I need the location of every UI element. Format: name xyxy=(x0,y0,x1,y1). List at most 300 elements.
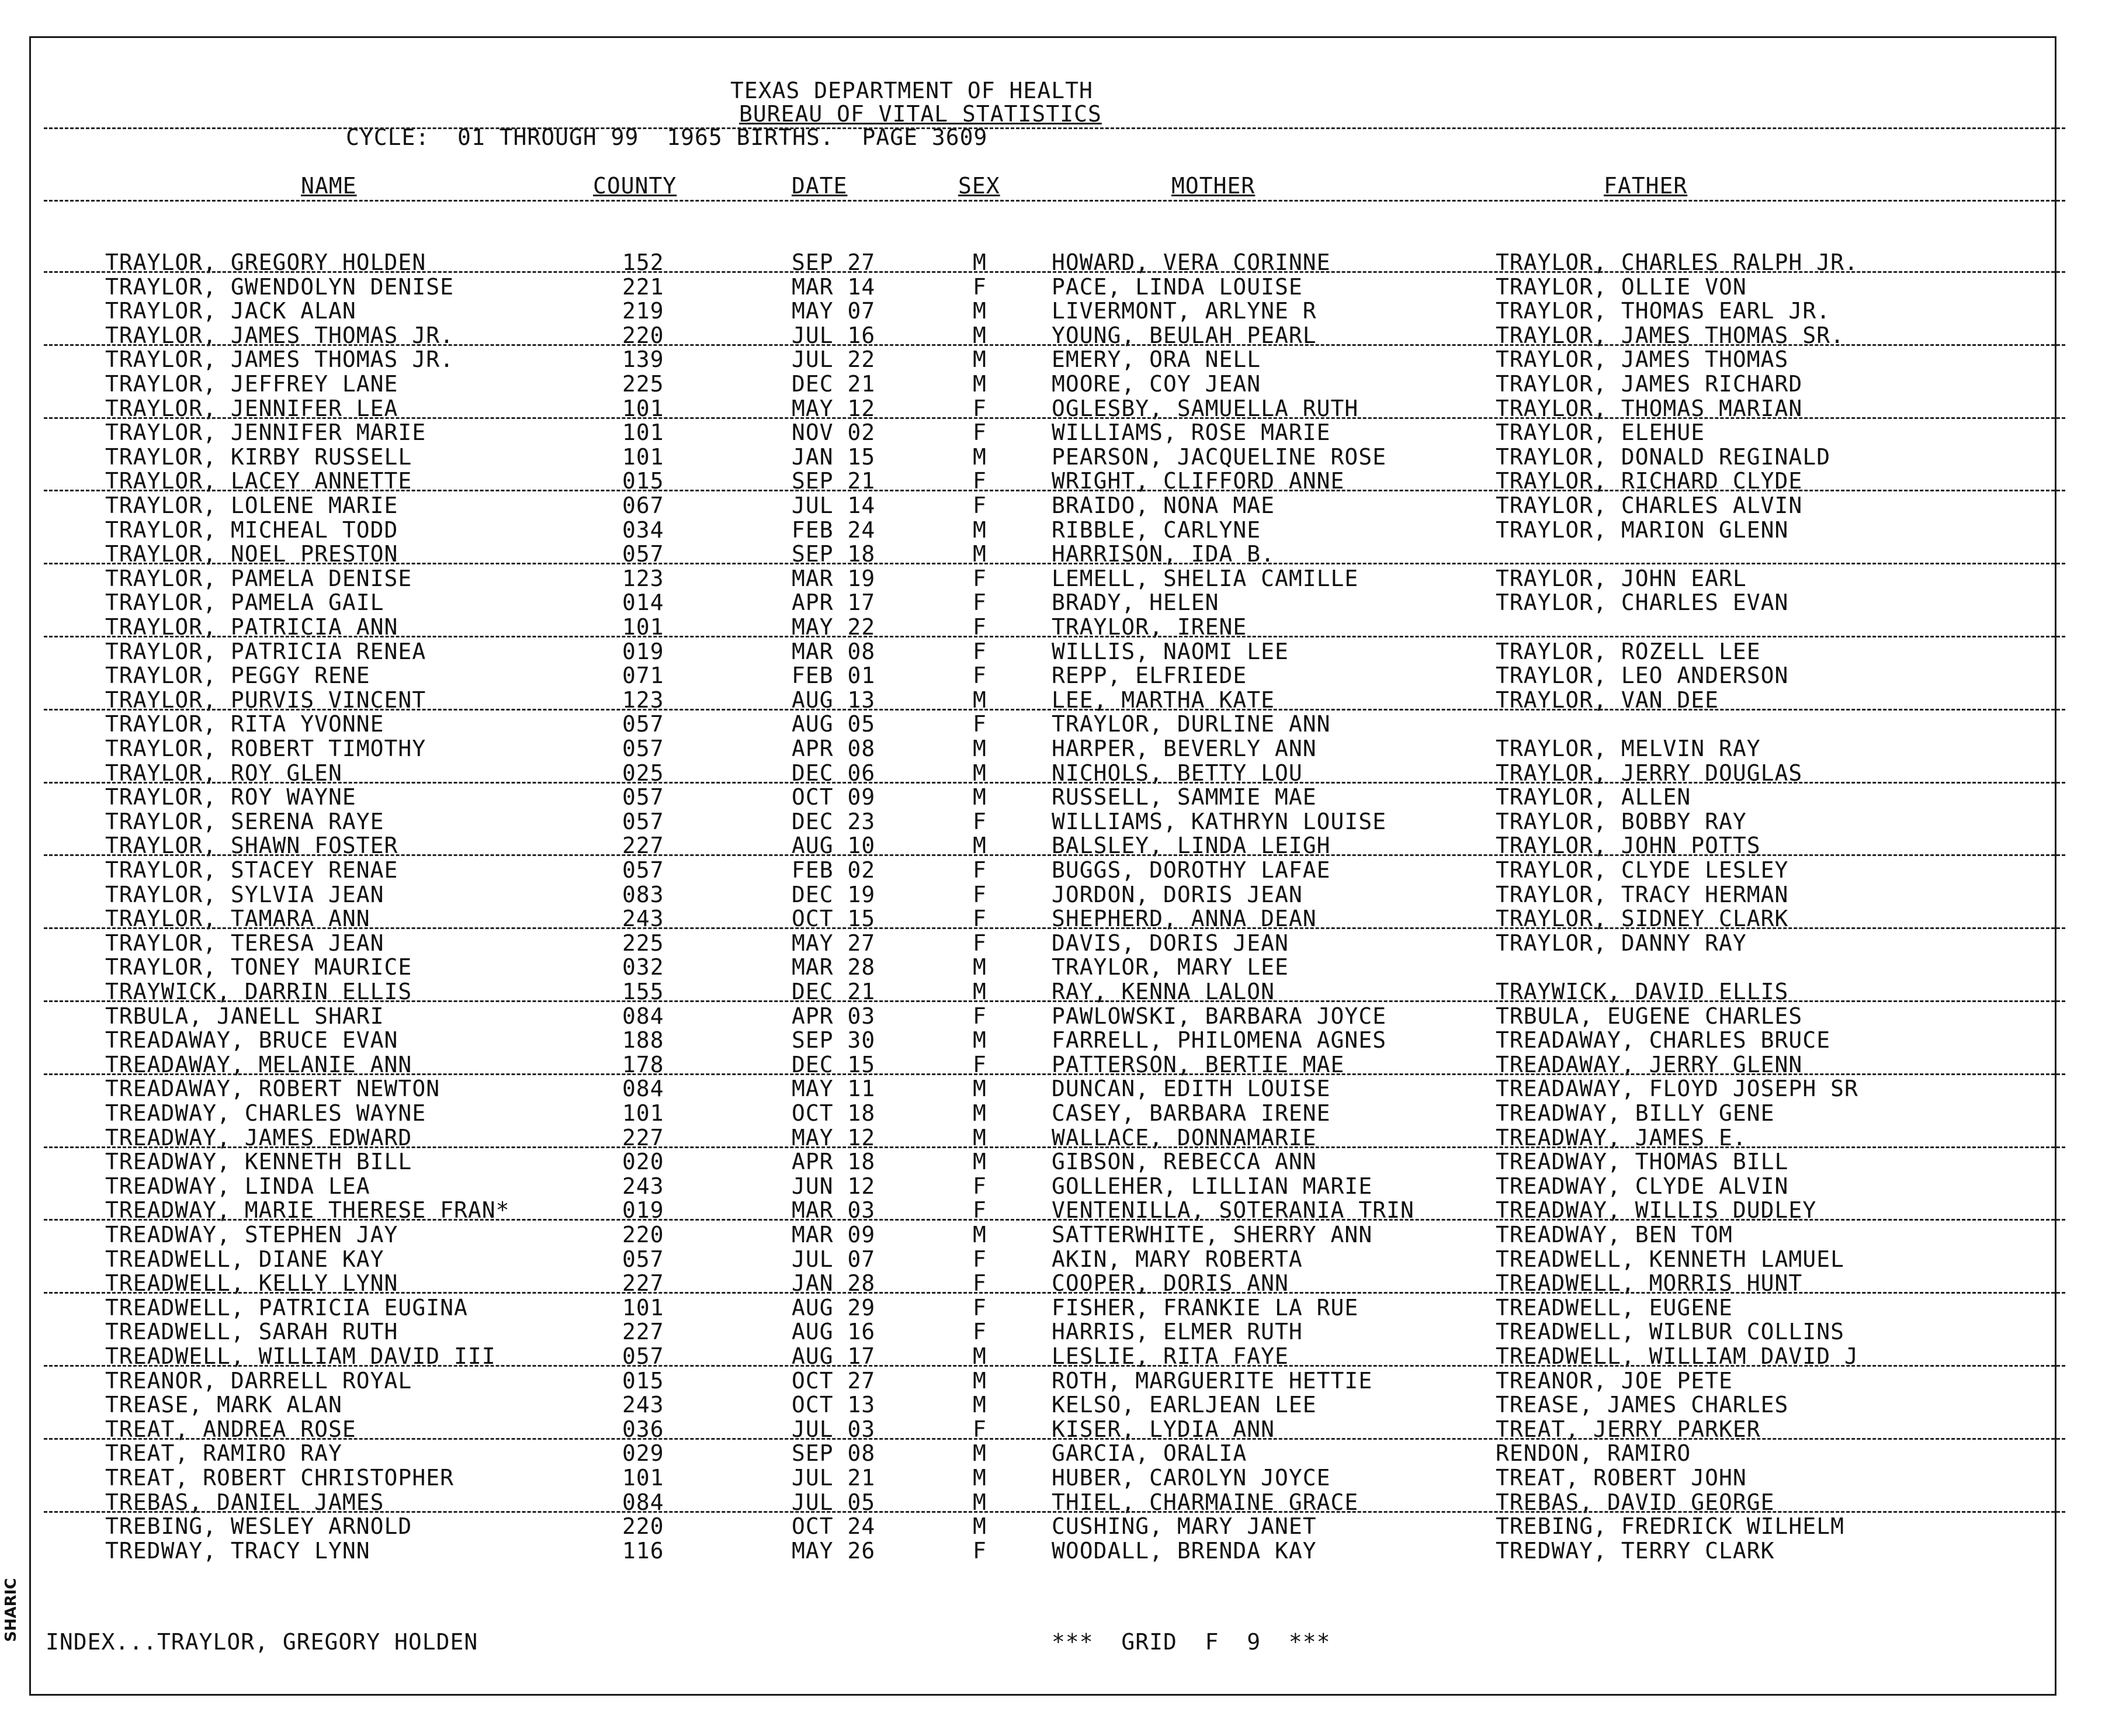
cell-father: TREADWELL, WILLIAM DAVID J xyxy=(1496,1343,1858,1369)
cell-father: TRAYLOR, DANNY RAY xyxy=(1496,930,1747,956)
cell-father: TREADAWAY, FLOYD JOSEPH SR xyxy=(1496,1076,1858,1102)
cell-date: OCT 18 xyxy=(792,1100,876,1126)
cell-mother: MOORE, COY JEAN xyxy=(1052,371,1261,397)
cell-sex: M xyxy=(973,784,987,810)
cell-date: APR 03 xyxy=(792,1003,876,1029)
cell-county: 101 xyxy=(622,420,664,446)
cell-county: 123 xyxy=(622,565,664,591)
table-row xyxy=(0,712,2103,736)
cell-father: TREADWAY, WILLIS DUDLEY xyxy=(1496,1197,1817,1224)
cell-county: 057 xyxy=(622,711,664,737)
cell-mother: AKIN, MARY ROBERTA xyxy=(1052,1246,1303,1272)
dashed-rule xyxy=(44,1219,2065,1221)
cell-name: TRAYLOR, PAMELA DENISE xyxy=(105,565,412,591)
cell-sex: F xyxy=(973,930,987,956)
cell-date: JAN 28 xyxy=(792,1270,876,1297)
cell-name: TRAYLOR, RITA YVONNE xyxy=(105,711,384,737)
cell-father: TRAYLOR, SIDNEY CLARK xyxy=(1496,906,1789,932)
cell-date: OCT 09 xyxy=(792,784,876,810)
cell-date: MAY 11 xyxy=(792,1076,876,1102)
cell-mother: BUGGS, DOROTHY LAFAE xyxy=(1052,857,1331,883)
cell-mother: DUNCAN, EDITH LOUISE xyxy=(1052,1076,1331,1102)
dashed-rule xyxy=(44,927,2065,929)
cell-name: TREAT, ANDREA ROSE xyxy=(105,1416,356,1442)
cell-name: TRAYLOR, PURVIS VINCENT xyxy=(105,687,426,713)
cell-father: TREBING, FREDRICK WILHELM xyxy=(1496,1513,1844,1540)
cell-county: 243 xyxy=(622,1173,664,1199)
cell-sex: M xyxy=(973,541,987,567)
cell-father: TREANOR, JOE PETE xyxy=(1496,1367,1733,1394)
cell-name: TRAYLOR, TAMARA ANN xyxy=(105,906,370,932)
cell-mother: ROTH, MARGUERITE HETTIE xyxy=(1052,1367,1373,1394)
cell-name: TRAYLOR, PAMELA GAIL xyxy=(105,590,384,616)
dashed-rule xyxy=(44,1073,2065,1075)
cell-sex: F xyxy=(973,1003,987,1029)
cell-sex: M xyxy=(973,1027,987,1054)
dashed-rule xyxy=(44,1511,2065,1513)
cell-date: SEP 27 xyxy=(792,250,876,275)
cell-sex: M xyxy=(973,687,987,713)
cell-date: SEP 18 xyxy=(792,541,876,567)
table-row xyxy=(0,275,2103,299)
cell-name: TREADWELL, SARAH RUTH xyxy=(105,1319,398,1345)
cell-name: TREADWAY, JAMES EDWARD xyxy=(105,1124,412,1151)
cell-father: TRAYLOR, RICHARD CLYDE xyxy=(1496,468,1803,494)
cell-sex: M xyxy=(973,760,987,786)
cell-sex: F xyxy=(973,1416,987,1442)
dashed-rule xyxy=(44,1292,2065,1294)
cell-date: AUG 13 xyxy=(792,687,876,713)
dashed-rule xyxy=(44,854,2065,856)
cell-county: 221 xyxy=(622,273,664,300)
cell-father: TRAYLOR, JOHN POTTS xyxy=(1496,833,1761,859)
dashed-rule xyxy=(44,200,2065,202)
cell-mother: TRAYLOR, IRENE xyxy=(1052,614,1247,640)
cell-county: 220 xyxy=(622,1222,664,1248)
cycle-line: CYCLE: 01 THROUGH 99 1965 BIRTHS. PAGE 3609 xyxy=(346,124,988,150)
cell-name: TRAYLOR, SYLVIA JEAN xyxy=(105,881,384,907)
cell-mother: SATTERWHITE, SHERRY ANN xyxy=(1052,1222,1373,1248)
cell-county: 243 xyxy=(622,906,664,932)
table-row xyxy=(0,1514,2103,1539)
cell-mother: BRAIDO, NONA MAE xyxy=(1052,493,1275,518)
cell-name: TREADWAY, CHARLES WAYNE xyxy=(105,1100,426,1126)
cell-date: MAY 26 xyxy=(792,1537,876,1564)
cell-mother: REPP, ELFRIEDE xyxy=(1052,663,1247,689)
column-header-father: FATHER xyxy=(1604,173,1688,199)
cell-county: 225 xyxy=(622,930,664,956)
column-header-county: COUNTY xyxy=(593,173,677,199)
cell-father: TRAYLOR, THOMAS MARIAN xyxy=(1496,395,1803,421)
table-row xyxy=(0,1441,2103,1465)
cell-sex: M xyxy=(973,517,987,543)
cell-county: 036 xyxy=(622,1416,664,1442)
cell-sex: F xyxy=(973,857,987,883)
cell-date: OCT 15 xyxy=(792,906,876,932)
table-row xyxy=(0,955,2103,979)
cell-county: 057 xyxy=(622,736,664,761)
cell-name: TREADWELL, DIANE KAY xyxy=(105,1246,384,1272)
dashed-rule xyxy=(44,271,2065,273)
cell-mother: THIEL, CHARMAINE GRACE xyxy=(1052,1489,1359,1515)
cell-name: TRAYLOR, NOEL PRESTON xyxy=(105,541,398,567)
cell-father: TREADWELL, EUGENE xyxy=(1496,1294,1733,1321)
cell-name: TRAYLOR, PATRICIA RENEA xyxy=(105,638,426,664)
cell-mother: PAWLOWSKI, BARBARA JOYCE xyxy=(1052,1003,1387,1029)
index-footer: INDEX...TRAYLOR, GREGORY HOLDEN xyxy=(46,1629,478,1655)
column-header-name: NAME xyxy=(301,173,357,199)
table-row xyxy=(0,1295,2103,1320)
cell-sex: F xyxy=(973,638,987,664)
cell-date: AUG 16 xyxy=(792,1319,876,1345)
cell-sex: M xyxy=(973,250,987,275)
cell-county: 155 xyxy=(622,979,664,1004)
table-row xyxy=(0,1392,2103,1417)
cell-mother: WILLIAMS, ROSE MARIE xyxy=(1052,420,1331,446)
cell-father: TRAYLOR, BOBBY RAY xyxy=(1496,808,1747,834)
cell-sex: F xyxy=(973,711,987,737)
cell-name: TRAYLOR, JENNIFER MARIE xyxy=(105,420,426,446)
cell-county: 225 xyxy=(622,371,664,397)
cell-county: 067 xyxy=(622,493,664,518)
cell-sex: M xyxy=(973,1440,987,1467)
cell-county: 071 xyxy=(622,663,664,689)
cell-father: TRAYLOR, OLLIE VON xyxy=(1496,273,1747,300)
cell-county: 029 xyxy=(622,1440,664,1467)
table-row xyxy=(0,931,2103,955)
cell-father: TRAYLOR, MELVIN RAY xyxy=(1496,736,1761,761)
cell-name: TRAYLOR, ROBERT TIMOTHY xyxy=(105,736,426,761)
cell-date: DEC 21 xyxy=(792,979,876,1004)
table-row xyxy=(0,809,2103,834)
cell-name: TRAYLOR, MICHEAL TODD xyxy=(105,517,398,543)
cell-sex: F xyxy=(973,395,987,421)
cell-date: JUL 22 xyxy=(792,346,876,373)
cell-mother: RUSSELL, SAMMIE MAE xyxy=(1052,784,1317,810)
cell-county: 057 xyxy=(622,808,664,834)
cell-sex: F xyxy=(973,1294,987,1321)
cell-mother: PEARSON, JACQUELINE ROSE xyxy=(1052,443,1387,470)
cell-name: TRAYLOR, JEFFREY LANE xyxy=(105,371,398,397)
cell-father: TRAYWICK, DAVID ELLIS xyxy=(1496,979,1789,1004)
cell-name: TREADWELL, WILLIAM DAVID III xyxy=(105,1343,496,1369)
table-row xyxy=(0,420,2103,445)
side-stamp-label: SHARIC xyxy=(2,1578,20,1642)
cell-mother: EMERY, ORA NELL xyxy=(1052,346,1261,373)
cell-county: 188 xyxy=(622,1027,664,1054)
cell-date: MAY 22 xyxy=(792,614,876,640)
cell-sex: F xyxy=(973,808,987,834)
cell-father: TREADWAY, JAMES E. xyxy=(1496,1124,1747,1151)
cell-father: TREBAS, DAVID GEORGE xyxy=(1496,1489,1775,1515)
cell-date: MAR 09 xyxy=(792,1222,876,1248)
cell-date: MAR 08 xyxy=(792,638,876,664)
cell-county: 057 xyxy=(622,784,664,810)
cell-county: 057 xyxy=(622,541,664,567)
dashed-rule xyxy=(44,127,2065,129)
table-row xyxy=(0,882,2103,907)
cell-date: JUL 14 xyxy=(792,493,876,518)
cell-name: TRAYLOR, PEGGY RENE xyxy=(105,663,370,689)
cell-mother: TRAYLOR, DURLINE ANN xyxy=(1052,711,1331,737)
cell-date: JUL 21 xyxy=(792,1465,876,1491)
table-row xyxy=(0,1174,2103,1198)
cell-date: MAR 14 xyxy=(792,273,876,300)
cell-date: SEP 08 xyxy=(792,1440,876,1467)
cell-mother: COOPER, DORIS ANN xyxy=(1052,1270,1289,1297)
cell-name: TRAYWICK, DARRIN ELLIS xyxy=(105,979,412,1004)
cell-name: TREAT, RAMIRO RAY xyxy=(105,1440,342,1467)
cell-mother: HOWARD, VERA CORINNE xyxy=(1052,250,1331,275)
cell-father: TRAYLOR, CLYDE LESLEY xyxy=(1496,857,1789,883)
cell-father: TRAYLOR, LEO ANDERSON xyxy=(1496,663,1789,689)
dashed-rule xyxy=(44,1000,2065,1002)
table-row xyxy=(0,858,2103,882)
cell-date: AUG 17 xyxy=(792,1343,876,1369)
cell-name: TREADWAY, KENNETH BILL xyxy=(105,1149,412,1175)
cell-county: 101 xyxy=(622,443,664,470)
cell-sex: F xyxy=(973,590,987,616)
cell-date: MAY 12 xyxy=(792,1124,876,1151)
cell-county: 101 xyxy=(622,1100,664,1126)
cell-name: TREAT, ROBERT CHRISTOPHER xyxy=(105,1465,454,1491)
cell-name: TRAYLOR, GWENDOLYN DENISE xyxy=(105,273,454,300)
cell-county: 034 xyxy=(622,517,664,543)
cell-father: TREADWAY, BILLY GENE xyxy=(1496,1100,1775,1126)
cell-county: 152 xyxy=(622,250,664,275)
cell-father: TRAYLOR, ALLEN xyxy=(1496,784,1691,810)
table-row xyxy=(0,299,2103,323)
cell-county: 057 xyxy=(622,857,664,883)
cell-date: APR 17 xyxy=(792,590,876,616)
cell-mother: LIVERMONT, ARLYNE R xyxy=(1052,298,1317,324)
cell-mother: KISER, LYDIA ANN xyxy=(1052,1416,1275,1442)
dashed-rule xyxy=(44,636,2065,637)
cell-mother: BALSLEY, LINDA LEIGH xyxy=(1052,833,1331,859)
cell-county: 219 xyxy=(622,298,664,324)
cell-county: 019 xyxy=(622,638,664,664)
cell-father: TREADAWAY, CHARLES BRUCE xyxy=(1496,1027,1831,1054)
table-row xyxy=(0,347,2103,372)
cell-date: APR 08 xyxy=(792,736,876,761)
table-row xyxy=(0,1247,2103,1271)
cell-name: TREDWAY, TRACY LYNN xyxy=(105,1537,370,1564)
cell-county: 014 xyxy=(622,590,664,616)
cell-mother: CASEY, BARBARA IRENE xyxy=(1052,1100,1331,1126)
cell-sex: F xyxy=(973,1246,987,1272)
cell-sex: M xyxy=(973,1367,987,1394)
cell-name: TRAYLOR, LACEY ANNETTE xyxy=(105,468,412,494)
cell-sex: M xyxy=(973,1465,987,1491)
cell-father: TRAYLOR, TRACY HERMAN xyxy=(1496,881,1789,907)
cell-name: TREBAS, DANIEL JAMES xyxy=(105,1489,384,1515)
cell-county: 084 xyxy=(622,1003,664,1029)
cell-date: MAY 27 xyxy=(792,930,876,956)
cell-date: AUG 10 xyxy=(792,833,876,859)
cell-father: TREADWELL, WILBUR COLLINS xyxy=(1496,1319,1844,1345)
bureau-title: BUREAU OF VITAL STATISTICS xyxy=(739,101,1102,127)
cell-date: SEP 30 xyxy=(792,1027,876,1054)
cell-date: SEP 21 xyxy=(792,468,876,494)
cell-father: TREADWELL, KENNETH LAMUEL xyxy=(1496,1246,1844,1272)
table-row xyxy=(0,493,2103,518)
cell-county: 227 xyxy=(622,1319,664,1345)
cell-sex: M xyxy=(973,1222,987,1248)
cell-father: TREAT, ROBERT JOHN xyxy=(1496,1465,1747,1491)
cell-mother: HARRISON, IDA B. xyxy=(1052,541,1275,567)
cell-county: 220 xyxy=(622,322,664,348)
cell-date: JAN 15 xyxy=(792,443,876,470)
cell-sex: M xyxy=(973,833,987,859)
table-row xyxy=(0,785,2103,809)
column-header-sex: SEX xyxy=(958,173,1000,199)
cell-name: TREADAWAY, MELANIE ANN xyxy=(105,1051,412,1077)
cell-father: TRAYLOR, DONALD REGINALD xyxy=(1496,443,1831,470)
cell-name: TRAYLOR, TERESA JEAN xyxy=(105,930,384,956)
cell-date: JUL 03 xyxy=(792,1416,876,1442)
cell-sex: F xyxy=(973,1173,987,1199)
cell-county: 084 xyxy=(622,1489,664,1515)
cell-sex: M xyxy=(973,298,987,324)
cell-name: TRAYLOR, ROY GLEN xyxy=(105,760,342,786)
cell-mother: DAVIS, DORIS JEAN xyxy=(1052,930,1289,956)
cell-date: JUL 16 xyxy=(792,322,876,348)
cell-mother: RAY, KENNA LALON xyxy=(1052,979,1275,1004)
cell-date: JUN 12 xyxy=(792,1173,876,1199)
cell-sex: M xyxy=(973,443,987,470)
table-row xyxy=(0,590,2103,615)
cell-father: TREADWELL, MORRIS HUNT xyxy=(1496,1270,1803,1297)
cell-name: TRAYLOR, JACK ALAN xyxy=(105,298,356,324)
cell-county: 101 xyxy=(622,1294,664,1321)
cell-sex: M xyxy=(973,736,987,761)
cell-sex: M xyxy=(973,1392,987,1418)
dashed-rule xyxy=(44,1438,2065,1440)
cell-county: 220 xyxy=(622,1513,664,1540)
cell-county: 227 xyxy=(622,1270,664,1297)
cell-mother: KELSO, EARLJEAN LEE xyxy=(1052,1392,1317,1418)
cell-sex: F xyxy=(973,881,987,907)
cell-date: MAR 03 xyxy=(792,1197,876,1224)
cell-sex: M xyxy=(973,1076,987,1102)
table-row xyxy=(0,1101,2103,1125)
cell-county: 227 xyxy=(622,833,664,859)
cell-father: TREDWAY, TERRY CLARK xyxy=(1496,1537,1775,1564)
cell-county: 015 xyxy=(622,468,664,494)
cell-date: FEB 24 xyxy=(792,517,876,543)
cell-father: TRAYLOR, CHARLES ALVIN xyxy=(1496,493,1803,518)
cell-county: 020 xyxy=(622,1149,664,1175)
agency-title: TEXAS DEPARTMENT OF HEALTH xyxy=(730,78,1093,103)
table-row xyxy=(0,1149,2103,1174)
cell-date: MAY 12 xyxy=(792,395,876,421)
cell-father: TRAYLOR, CHARLES RALPH JR. xyxy=(1496,250,1858,275)
cell-name: TREANOR, DARRELL ROYAL xyxy=(105,1367,412,1394)
cell-name: TREADAWAY, ROBERT NEWTON xyxy=(105,1076,441,1102)
cell-sex: F xyxy=(973,273,987,300)
cell-mother: BRADY, HELEN xyxy=(1052,590,1219,616)
cell-father: TRAYLOR, CHARLES EVAN xyxy=(1496,590,1789,616)
cell-father: TRAYLOR, THOMAS EARL JR. xyxy=(1496,298,1831,324)
cell-sex: F xyxy=(973,1537,987,1564)
table-row xyxy=(0,1368,2103,1393)
cell-mother: WILLIS, NAOMI LEE xyxy=(1052,638,1289,664)
cell-sex: F xyxy=(973,1319,987,1345)
cell-date: JUL 05 xyxy=(792,1489,876,1515)
cell-name: TRAYLOR, JAMES THOMAS JR. xyxy=(105,346,454,373)
cell-father: TRAYLOR, JERRY DOUGLAS xyxy=(1496,760,1803,786)
cell-name: TREADWELL, PATRICIA EUGINA xyxy=(105,1294,468,1321)
cell-mother: CUSHING, MARY JANET xyxy=(1052,1513,1317,1540)
cell-date: NOV 02 xyxy=(792,420,876,446)
cell-date: AUG 05 xyxy=(792,711,876,737)
cell-name: TREADAWAY, BRUCE EVAN xyxy=(105,1027,398,1054)
cell-sex: M xyxy=(973,1513,987,1540)
cell-county: 227 xyxy=(622,1124,664,1151)
cell-father: TRBULA, EUGENE CHARLES xyxy=(1496,1003,1803,1029)
cell-father: TRAYLOR, JAMES RICHARD xyxy=(1496,371,1803,397)
table-row xyxy=(0,1004,2103,1028)
cell-sex: M xyxy=(973,1343,987,1369)
cell-date: OCT 27 xyxy=(792,1367,876,1394)
cell-date: OCT 24 xyxy=(792,1513,876,1540)
cell-county: 101 xyxy=(622,614,664,640)
table-row xyxy=(0,1028,2103,1052)
cell-date: AUG 29 xyxy=(792,1294,876,1321)
cell-name: TRAYLOR, STACEY RENAE xyxy=(105,857,398,883)
cell-mother: HARRIS, ELMER RUTH xyxy=(1052,1319,1303,1345)
cell-mother: YOUNG, BEULAH PEARL xyxy=(1052,322,1317,348)
cell-sex: F xyxy=(973,1051,987,1077)
dashed-rule xyxy=(44,782,2065,784)
cell-sex: M xyxy=(973,322,987,348)
cell-county: 101 xyxy=(622,395,664,421)
cell-county: 101 xyxy=(622,1465,664,1491)
cell-county: 025 xyxy=(622,760,664,786)
cell-sex: M xyxy=(973,371,987,397)
dashed-rule xyxy=(44,417,2065,419)
cell-name: TREADWELL, KELLY LYNN xyxy=(105,1270,398,1297)
cell-father: TREADWAY, BEN TOM xyxy=(1496,1222,1733,1248)
cell-mother: NICHOLS, BETTY LOU xyxy=(1052,760,1303,786)
cell-date: MAY 07 xyxy=(792,298,876,324)
cell-date: OCT 13 xyxy=(792,1392,876,1418)
cell-mother: LESLIE, RITA FAYE xyxy=(1052,1343,1289,1369)
cell-name: TREBING, WESLEY ARNOLD xyxy=(105,1513,412,1540)
table-row xyxy=(0,1076,2103,1101)
cell-sex: F xyxy=(973,1270,987,1297)
dashed-rule xyxy=(44,1146,2065,1148)
cell-mother: VENTENILLA, SOTERANIA TRIN xyxy=(1052,1197,1414,1224)
cell-mother: OGLESBY, SAMUELLA RUTH xyxy=(1052,395,1359,421)
table-row xyxy=(0,663,2103,688)
table-row xyxy=(0,1222,2103,1247)
cell-name: TRAYLOR, PATRICIA ANN xyxy=(105,614,398,640)
cell-father: TRAYLOR, JAMES THOMAS SR. xyxy=(1496,322,1844,348)
cell-name: TRAYLOR, JENNIFER LEA xyxy=(105,395,398,421)
cell-sex: M xyxy=(973,1100,987,1126)
cell-father: TRAYLOR, JOHN EARL xyxy=(1496,565,1747,591)
dashed-rule xyxy=(44,344,2065,346)
cell-date: FEB 01 xyxy=(792,663,876,689)
cell-father: TRAYLOR, ELEHUE xyxy=(1496,420,1705,446)
dashed-rule xyxy=(44,709,2065,711)
cell-name: TRAYLOR, LOLENE MARIE xyxy=(105,493,398,518)
table-row xyxy=(0,736,2103,761)
cell-father: TRAYLOR, JAMES THOMAS xyxy=(1496,346,1789,373)
table-row xyxy=(0,518,2103,542)
cell-name: TRAYLOR, SHAWN FOSTER xyxy=(105,833,398,859)
